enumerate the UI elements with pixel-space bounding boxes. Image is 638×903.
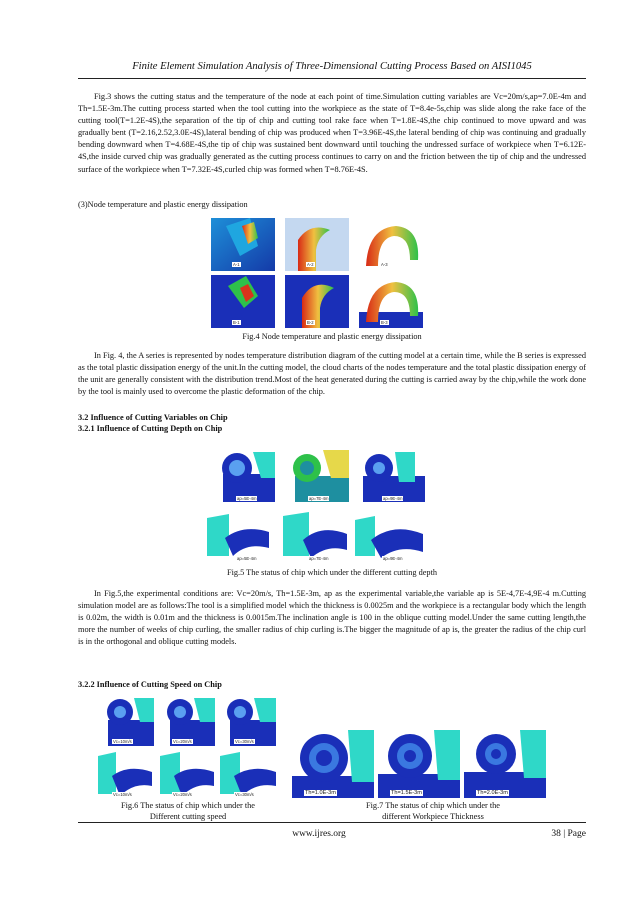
fig5-label-6: ap=9E-4m xyxy=(383,556,403,561)
fig7-label-1: Th=1.0E-3m xyxy=(305,790,336,796)
subheading-node-temperature: (3)Node temperature and plastic energy dissipation xyxy=(78,200,248,209)
figure-5-caption: Fig.5 The status of chip which under the different cutting depth xyxy=(226,568,438,577)
fig7-label-2: Th=1.5E-3m xyxy=(391,790,422,796)
fig6-label-1: Vc=10m/s xyxy=(113,739,132,744)
figure-7-caption-line1: Fig.7 The status of chip which under the xyxy=(366,801,500,810)
fig5-label-3: ap=9E-4m xyxy=(383,496,403,501)
fig6-label-3: Vc=30m/s xyxy=(235,739,254,744)
section-3-2-2: 3.2.2 Influence of Cutting Speed on Chip xyxy=(78,680,222,689)
paragraph-fig3: Fig.3 shows the cutting status and the temperature of the node at each point of time.Simulation cutting variables are Vc=20m/s,ap=7.0E-4m and Th=1.5E-3m.The cutting process started when the tool cutting into the workpiece as the state of T=8.4e-5s,chip was slide along the rake face of the cutting tool(T=1.2E-4S),the separation of the tip of chip and cutting tool rake face when T=1.8E-4S,the chip continued to move upward and was gradually bent (T=2.16,2.52,3.0E-4S),lateral bending of chip was produced when T=3.96E-4S,the lateral bending of chip was continuing and gradually bending downward when T=4.68E-4S,the tip of chip was sustained bent downward until touching the undressed surface of workpiece when T=6.12E-4S,the inside curved chip was gradually generated as the cutting process continues to carry on and the friction between the tip of chip and the undressed surface of the workpiece when T=7.32E-4S,curled chip was formed when T=8.76E-4S. xyxy=(78,92,586,174)
figure-7-caption xyxy=(318,800,548,822)
section-3-2-1: 3.2.1 Influence of Cutting Depth on Chip xyxy=(78,424,223,433)
fig4-label-b1: B-1 xyxy=(233,320,240,325)
figure-6-caption-line1: Fig.6 The status of chip which under the xyxy=(121,801,255,810)
fig4-label-a3: A-3 xyxy=(381,262,388,267)
footer-page-number: 38 | Page xyxy=(551,829,586,839)
figure-6-image xyxy=(94,694,278,800)
figure-6-caption xyxy=(78,800,298,822)
fig4-label-a1: A-1 xyxy=(233,262,240,267)
fig6-label-4: Vc=10m/s xyxy=(113,792,132,797)
fig4-label-b2: B-2 xyxy=(307,320,314,325)
fig5-label-5: ap=7E-4m xyxy=(309,556,329,561)
fig6-label-5: Vc=20m/s xyxy=(173,792,192,797)
running-header: Finite Element Simulation Analysis of Three-Dimensional Cutting Process Based on AISI1045 xyxy=(132,61,532,72)
fig4-label-b3: B-3 xyxy=(381,320,388,325)
header-rule xyxy=(78,78,586,79)
paragraph-fig4: In Fig. 4, the A series is represented by nodes temperature distribution diagram of the cutting model at a certain time, while the B series is expressed as the total plastic dissipation energy of the unit.In the cutting model, the cloud charts of the nodes temperature and the total plastic dissipation energy of the unit are generally consistent with the distribution trend.Most of the heat generated during the cutting is carried away by the chip,while the work done by the tool is mainly used to overcome the plastic deformation of the chip. xyxy=(78,351,586,397)
footer-rule xyxy=(78,822,586,823)
figure-7-caption-line2: different Workpiece Thickness xyxy=(382,812,484,821)
fig7-label-3: Th=2.0E-3m xyxy=(477,790,508,796)
panel-5-4-tool xyxy=(207,514,229,556)
figure-6-caption-line2: Different cutting speed xyxy=(149,812,227,821)
fig6-label-2: Vc=20m/s xyxy=(173,739,192,744)
fig4-label-a2: A-2 xyxy=(307,262,314,267)
footer-url[interactable]: www.ijres.org xyxy=(292,829,346,839)
fig5-label-1: ap=5E-4m xyxy=(237,496,257,501)
paragraph-fig5: In Fig.5,the experimental conditions are: Vc=20m/s, Th=1.5E-3m, ap as the experimental variable,the variable ap is 5E-4,7E-4,9E-4 m.Cutting simulation model are as follows:The tool is a simplified model which the thickness is 0.0025m and the workpiece is a rectangular body which the length is 0.02m, the width is 0.01m and the thickness is 0.0015m.The inclination angle is 100 in the oblique cutting model.Under the same cutting length,the more the number of weeks of chip curling, the smaller radius of chip curling is.The bigger the magnitude of ap is, the greater the radius of the chip curl is in the orthogonal and oblique cutting models. xyxy=(78,589,586,647)
figure-5-image xyxy=(203,448,427,564)
fig5-label-2: ap=7E-4m xyxy=(309,496,329,501)
fig6-label-6: Vc=30m/s xyxy=(235,792,254,797)
figure-4-image xyxy=(206,216,428,330)
panel-5-6-tool xyxy=(355,516,375,556)
figure-4-caption: Fig.4 Node temperature and plastic energy dissipation xyxy=(242,332,422,341)
panel-5-5-tool xyxy=(283,512,309,556)
section-3-2: 3.2 Influence of Cutting Variables on Chip xyxy=(78,413,228,422)
fig5-label-4: ap=5E-4m xyxy=(237,556,257,561)
